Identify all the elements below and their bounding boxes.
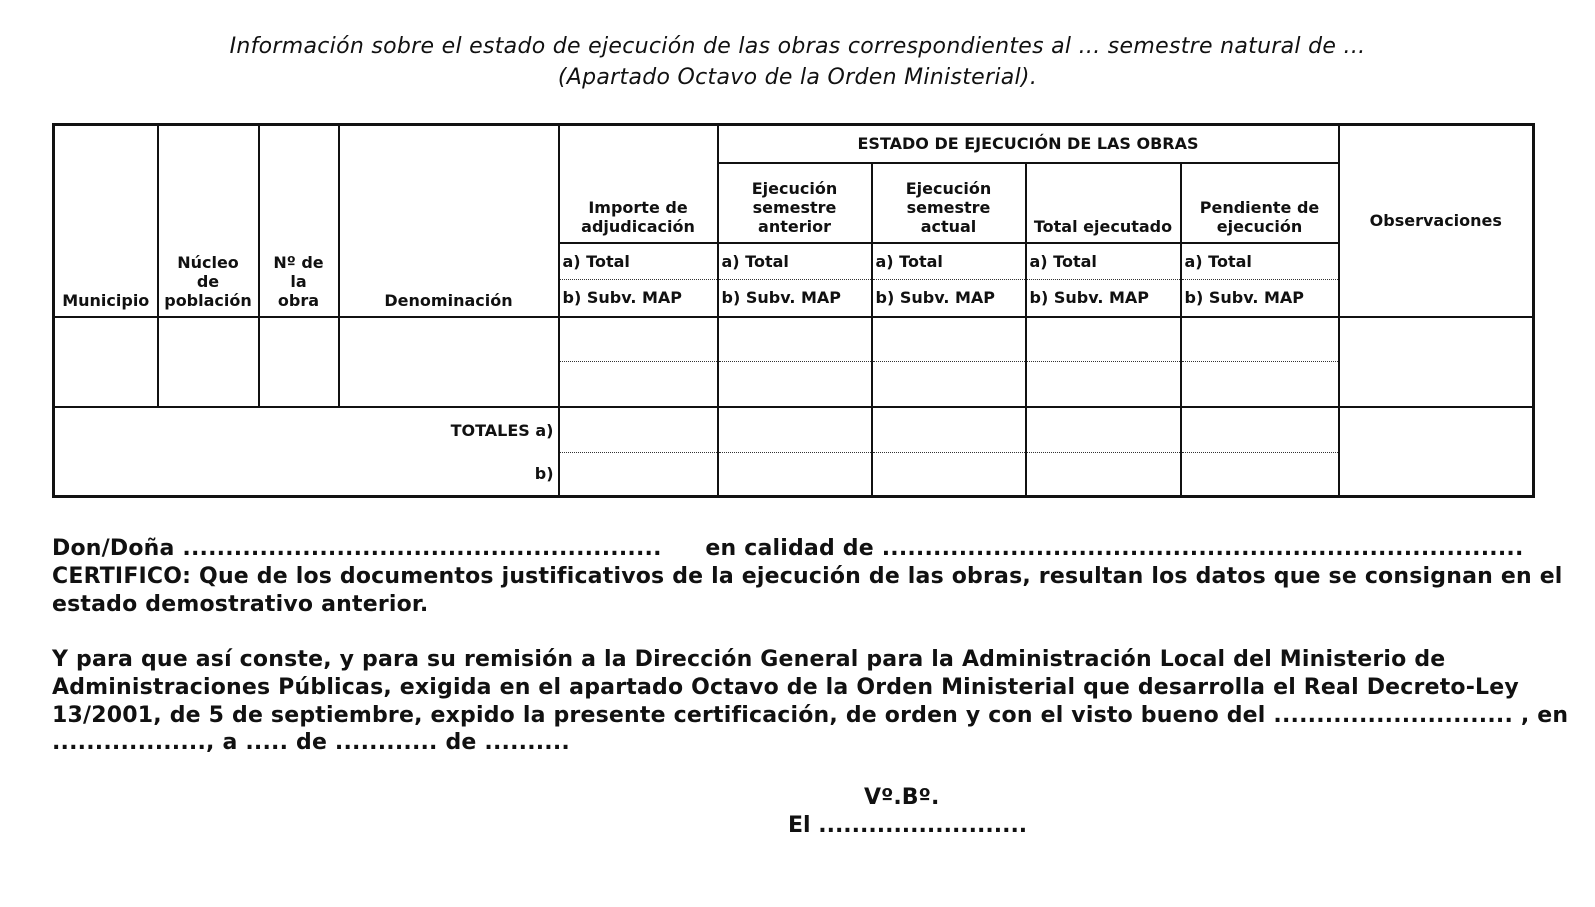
document-title-line-2: (Apartado Octavo de la Orden Ministerial). <box>557 65 1038 90</box>
document-title-line-1: Información sobre el estado de ejecución de las obras correspondientes al ... semestre natural de ... <box>229 34 1366 59</box>
sub-a-total: a) Total <box>872 243 1026 280</box>
calidad-label: en calidad de <box>705 536 874 561</box>
totales-ejec-anterior-a <box>718 407 872 453</box>
sub-a-total: a) Total <box>1026 243 1181 280</box>
don-dona-line <box>52 536 1524 561</box>
sub-a-total: a) Total <box>718 243 872 280</box>
totales-b-label: b) <box>54 453 559 497</box>
sub-b-subv-map: b) Subv. MAP <box>559 280 718 317</box>
sub-b-subv-map: b) Subv. MAP <box>1026 280 1181 317</box>
totales-importe-a <box>559 407 718 453</box>
sub-a-total: a) Total <box>1181 243 1339 280</box>
totales-pendiente-a <box>1181 407 1339 453</box>
paragraph-line-1: Y para que así conste, y para su remisión a la Dirección General para la Administración Local del Ministerio de <box>52 647 1446 672</box>
certifico-line-2: estado demostrativo anterior. <box>52 592 429 617</box>
totales-ejec-actual-a <box>872 407 1026 453</box>
cell-pendiente-a <box>1181 317 1339 362</box>
certifico-line-1: CERTIFICO: Que de los documentos justificativos de la ejecución de las obras, resultan los datos que se consignan en el <box>52 564 1563 589</box>
totales-total-ejecutado-b <box>1026 453 1181 497</box>
visto-bueno-label: Vº.Bº. <box>864 785 940 810</box>
header-total-ejecutado: Total ejecutado <box>1026 163 1181 243</box>
paragraph-line-2: Administraciones Públicas, exigida en el apartado Octavo de la Orden Ministerial que desarrolla el Real Decreto-Ley <box>52 675 1519 700</box>
header-observaciones: Observaciones <box>1339 125 1534 317</box>
cell-numero-obra <box>259 317 339 407</box>
header-pendiente: Pendiente de ejecución <box>1181 163 1339 243</box>
cell-denominacion <box>339 317 559 407</box>
totales-total-ejecutado-a <box>1026 407 1181 453</box>
calidad-dots: ........................................................................... <box>881 536 1524 561</box>
cell-ejec-anterior-b <box>718 362 872 407</box>
cell-pendiente-b <box>1181 362 1339 407</box>
totales-ejec-actual-b <box>872 453 1026 497</box>
sub-b-subv-map: b) Subv. MAP <box>718 280 872 317</box>
obras-table <box>52 123 1535 498</box>
header-numero-obra: Nº de la obra <box>259 125 339 317</box>
cell-ejec-actual-b <box>872 362 1026 407</box>
cell-importe-a <box>559 317 718 362</box>
cell-importe-b <box>559 362 718 407</box>
header-denominacion: Denominación <box>339 125 559 317</box>
cell-observaciones <box>1339 317 1534 407</box>
don-dona-label: Don/Doña <box>52 536 175 561</box>
header-municipio: Municipio <box>54 125 158 317</box>
cell-nucleo <box>158 317 259 407</box>
paragraph-line-3: 13/2001, de 5 de septiembre, expido la presente certificación, de orden y con el visto bueno del ............................ , en <box>52 703 1569 728</box>
paragraph-line-4: .................., a ..... de ............ de .......... <box>52 730 570 755</box>
totales-a-label: TOTALES a) <box>54 407 559 453</box>
cell-ejec-anterior-a <box>718 317 872 362</box>
totales-pendiente-b <box>1181 453 1339 497</box>
sub-b-subv-map: b) Subv. MAP <box>1181 280 1339 317</box>
totales-importe-b <box>559 453 718 497</box>
sub-b-subv-map: b) Subv. MAP <box>872 280 1026 317</box>
totales-ejec-anterior-b <box>718 453 872 497</box>
cell-ejec-actual-a <box>872 317 1026 362</box>
don-dona-dots: ........................................................ <box>182 536 662 561</box>
sub-a-total: a) Total <box>559 243 718 280</box>
header-estado-ejecucion: ESTADO DE EJECUCIÓN DE LAS OBRAS <box>718 125 1339 163</box>
header-ejecucion-actual: Ejecución semestre actual <box>872 163 1026 243</box>
header-importe: Importe de adjudicación <box>559 125 718 243</box>
totales-observaciones <box>1339 407 1534 497</box>
cell-total-ejecutado-b <box>1026 362 1181 407</box>
cell-total-ejecutado-a <box>1026 317 1181 362</box>
cell-municipio <box>54 317 158 407</box>
header-ejecucion-anterior: Ejecución semestre anterior <box>718 163 872 243</box>
header-nucleo: Núcleo de población <box>158 125 259 317</box>
signature-el-line: El ......................... <box>788 813 1028 838</box>
